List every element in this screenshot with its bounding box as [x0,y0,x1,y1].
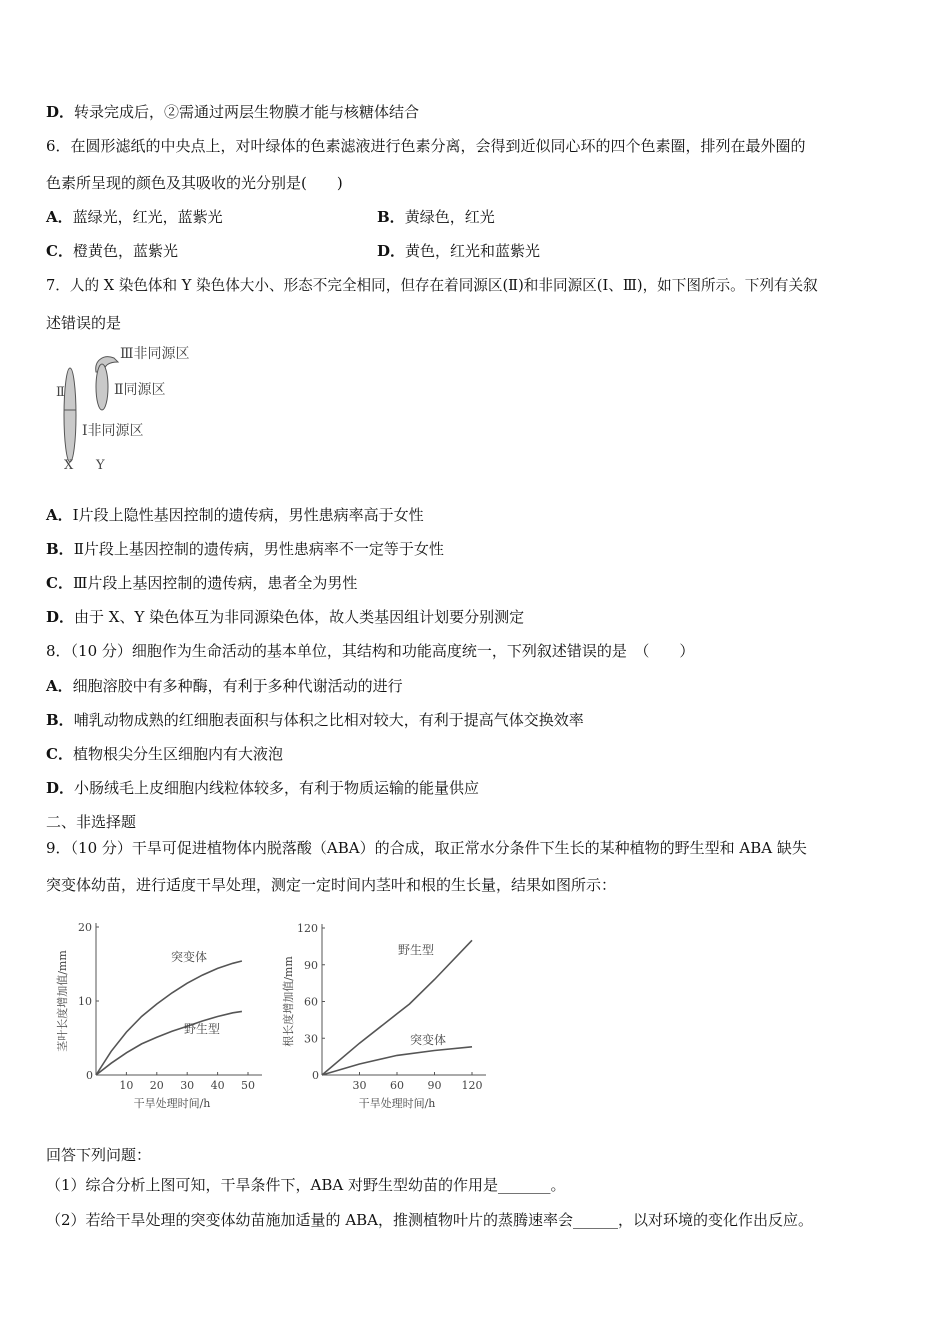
q7-option-b [46,539,444,559]
option-label: A． [46,208,73,226]
option-text: Ⅰ片段上隐性基因控制的遗传病，男性患病率高于女性 [72,506,424,524]
q9-sub-question-2: （2）若给干旱处理的突变体幼苗施加适量的 ABA，推测植物叶片的蒸腾速率会______，以对环境的变化作出反应。 [46,1211,814,1229]
x-tick-label: 40 [210,1079,225,1092]
x-tick-label: 90 [427,1079,442,1092]
y-axis-label: 根长度增加值/mm [282,956,295,1047]
section-title: 二、非选择题 [46,813,137,831]
option-label: B． [46,711,74,729]
option-text: 由于 X、Y 染色体互为非同源染色体，故人类基因组计划要分别测定 [74,608,525,626]
q9-stem-line2: 突变体幼苗，进行适度干旱处理，测定一定时间内茎叶和根的生长量，结果如图所示： [46,876,617,894]
x-tick-label: 20 [149,1079,164,1092]
y-tick-label: 30 [304,1032,318,1046]
y-tick-label: 120 [297,922,318,935]
q7-option-d [46,607,524,627]
label-x: X [64,458,74,473]
option-label: C． [46,574,73,592]
q9-answer-prompt: 回答下列问题： [46,1146,152,1164]
option-text: 细胞溶胶中有多种酶，有利于多种代谢活动的进行 [72,677,403,695]
option-text: 植物根尖分生区细胞内有大液泡 [72,745,283,763]
option-text: 橙黄色，蓝紫光 [72,242,178,260]
option-text: 小肠绒毛上皮细胞内线粒体较多，有利于物质运输的能量供应 [74,779,480,797]
option-text: Ⅲ片段上基因控制的遗传病，患者全为男性 [72,574,358,592]
y-axis-label: 茎叶长度增加值/mm [56,950,69,1052]
q8-stem: 8．（10 分）细胞作为生命活动的基本单位，其结构和功能高度统一，下列叙述错误的是 （ ） [46,642,695,660]
option-text: 黄色，红光和蓝紫光 [405,242,541,260]
q6-stem-line1: 6．在圆形滤纸的中央点上，对叶绿体的色素滤液进行色素分离，会得到近似同心环的四个色素圈，排列在最外圈的 [46,137,806,155]
x-axis-label: 干旱处理时间/h [133,1097,211,1110]
x-chromosome [64,368,76,462]
q6-option-c [46,241,178,261]
x-tick-label: 30 [352,1079,367,1092]
label-y: Y [96,458,105,473]
y-tick-label: 90 [304,958,318,972]
q7-stem-line1: 7．人的 X 染色体和 Y 染色体大小、形态不完全相同，但存在着同源区(Ⅱ)和非同源区(Ⅰ、Ⅲ)，如下图所示。下列有关叙 [46,277,818,294]
root-growth-chart [280,908,500,1118]
origin-label: 0 [312,1069,319,1082]
q8-option-a [46,676,403,696]
option-label: A． [46,677,73,695]
y-tick-label: 20 [78,921,92,934]
q6-stem-line2: 色素所呈现的颜色及其吸收的光分别是( ) [46,174,343,192]
q6-option-b [377,207,495,227]
q5-option-d [46,102,419,122]
option-label: B． [377,208,405,226]
y-tick-label: 60 [304,995,318,1009]
stem-leaf-growth-chart [44,908,274,1118]
series-label: 突变体 [409,1033,447,1047]
option-text: 黄绿色，红光 [404,208,495,226]
q9-stem-line1: 9．（10 分）干旱可促进植物体内脱落酸（ABA）的合成，取正常水分条件下生长的某种植物的野生型和 ABA 缺失 [46,839,807,857]
option-text: Ⅱ片段上基因控制的遗传病，男性患病率不一定等于女性 [73,540,444,558]
label-left-ii: Ⅱ [56,385,65,400]
y-tick-label: 10 [78,995,92,1008]
option-text: 转录完成后，②需通过两层生物膜才能与核糖体结合 [74,103,420,121]
option-text: 蓝绿光，红光，蓝紫光 [72,208,223,226]
series-line-2 [322,1047,472,1075]
label-region-ii: Ⅱ同源区 [114,382,166,398]
series-label: 野生型 [183,1022,221,1036]
q8-option-b [46,710,584,730]
q7-option-c [46,573,357,593]
y-chromosome [96,364,108,410]
option-label: D． [46,103,75,121]
origin-label: 0 [86,1069,93,1082]
option-label: D． [377,242,406,260]
x-tick-label: 10 [119,1079,134,1092]
label-region-i: Ⅰ非同源区 [82,423,144,439]
series-label: 突变体 [170,950,208,964]
option-label: C． [46,242,73,260]
option-label: D． [46,608,75,626]
x-tick-label: 120 [461,1079,483,1092]
q8-option-c [46,744,283,764]
q7-stem-line2: 述错误的是 [46,314,122,332]
x-axis-label: 干旱处理时间/h [358,1097,436,1110]
option-label: D． [46,779,75,797]
label-region-iii: Ⅲ非同源区 [120,346,190,362]
series-label: 野生型 [397,943,435,957]
q7-option-a [46,505,424,525]
chromosome-diagram [40,338,220,478]
x-tick-label: 60 [390,1079,404,1092]
x-tick-label: 30 [180,1079,195,1092]
option-label: C． [46,745,73,763]
q6-option-d [377,241,540,261]
q6-option-a [46,207,223,227]
q8-option-d [46,778,479,798]
q9-sub-question-1: （1）综合分析上图可知，干旱条件下，ABA 对野生型幼苗的作用是_______。 [46,1176,566,1194]
option-text: 哺乳动物成熟的红细胞表面积与体积之比相对较大，有利于提高气体交换效率 [73,711,584,729]
x-tick-label: 50 [241,1079,255,1092]
option-label: B． [46,540,74,558]
option-label: A． [46,506,73,524]
